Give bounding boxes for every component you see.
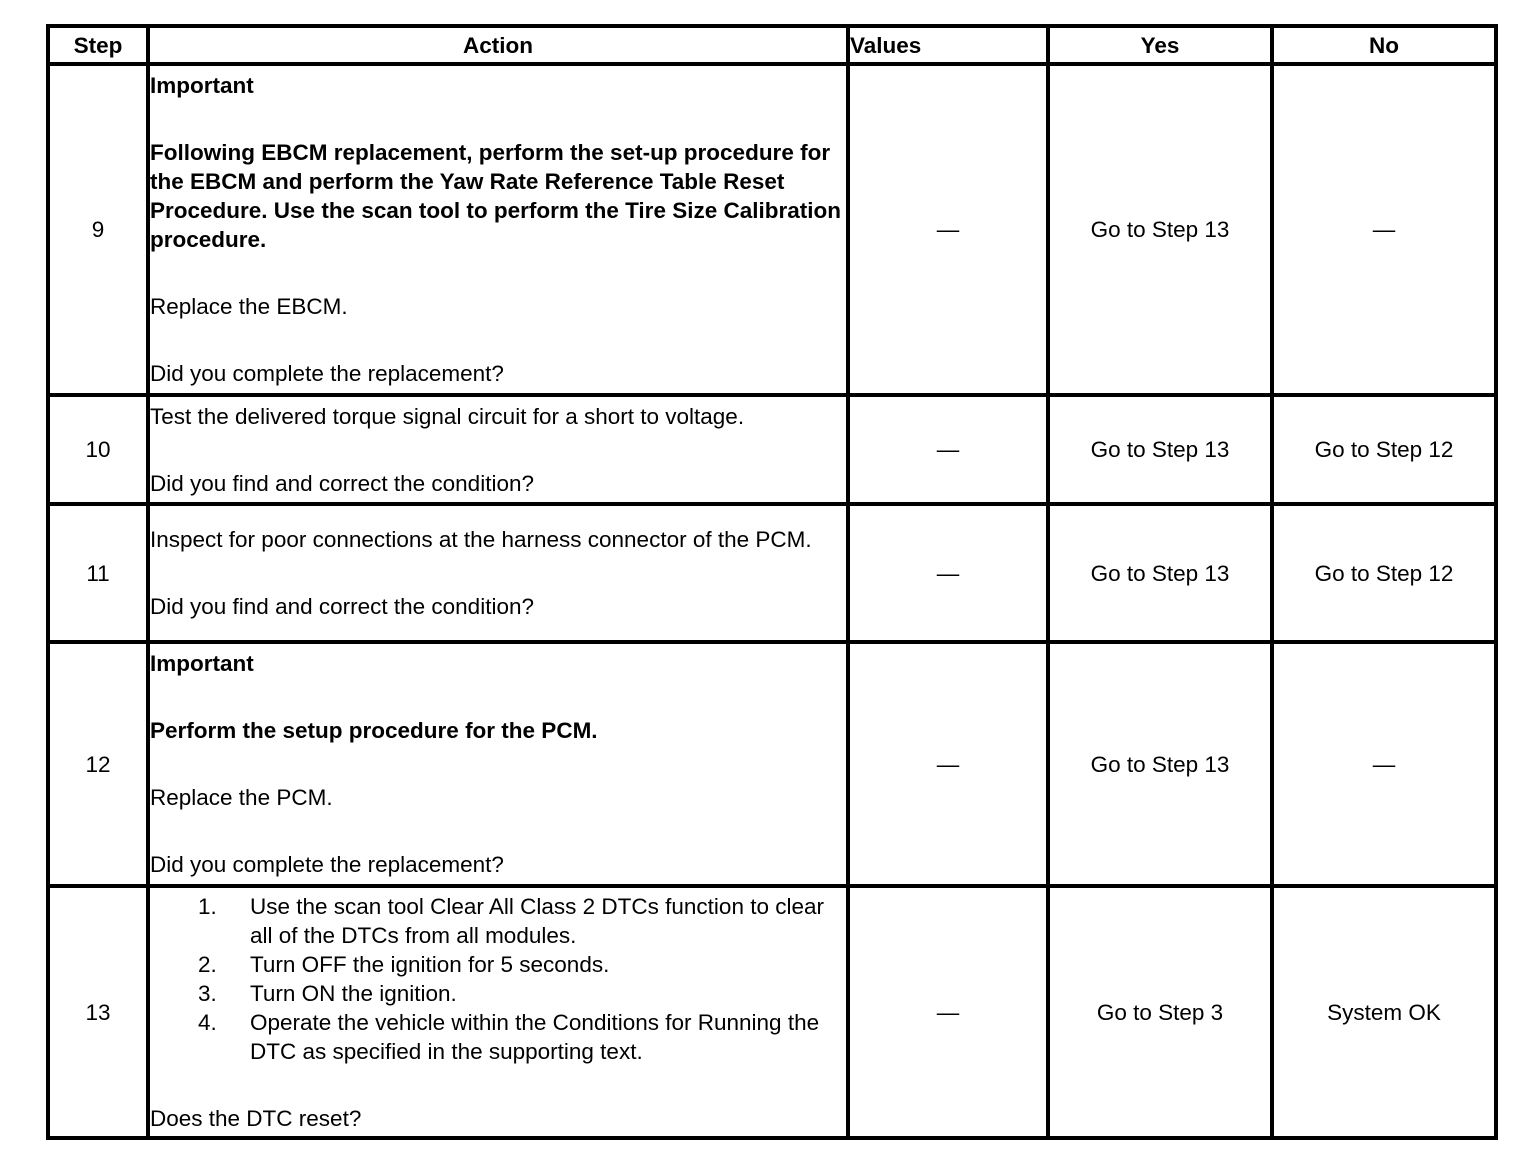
question-text: Does the DTC reset? (150, 1105, 362, 1131)
yes-cell: Go to Step 13 (1048, 395, 1272, 504)
list-item (150, 950, 846, 979)
values-cell: — (848, 504, 1048, 642)
header-values: Values (848, 26, 1048, 64)
question-text: Did you find and correct the condition? (150, 470, 534, 496)
step-number: 9 (48, 64, 148, 395)
list-text: Operate the vehicle within the Conditions for Running the DTC as specified in the supporting text. (250, 1009, 820, 1064)
instruction-text: Test the delivered torque signal circuit for a short to voltage. (150, 403, 745, 429)
instruction-text: Replace the PCM. (150, 785, 333, 810)
header-no: No (1272, 26, 1496, 64)
important-label: Important (150, 651, 254, 676)
yes-cell: Go to Step 13 (1048, 504, 1272, 642)
list-item (150, 892, 846, 950)
important-text: Following EBCM replacement, perform the set-up procedure for the EBCM and perform the Yaw Rate Reference Table Reset Procedure. Use the scan tool to perform the Tire Size Calibration procedure. (150, 140, 841, 252)
no-cell: Go to Step 12 (1272, 504, 1496, 642)
list-text: Use the scan tool Clear All Class 2 DTCs function to clear all of the DTCs from all modules. (250, 893, 824, 948)
question-text: Did you complete the replacement? (150, 361, 504, 386)
important-text: Perform the setup procedure for the PCM. (150, 718, 598, 743)
table-row (48, 395, 1496, 504)
values-cell: — (848, 886, 1048, 1138)
table-row (48, 642, 1496, 886)
important-label: Important (150, 73, 254, 98)
step-number: 12 (48, 642, 148, 886)
list-number: 3. (198, 980, 217, 1006)
values-cell: — (848, 395, 1048, 504)
yes-cell: Go to Step 3 (1048, 886, 1272, 1138)
table-row (48, 886, 1496, 1138)
list-number: 4. (198, 1009, 217, 1035)
procedure-list (150, 892, 846, 1066)
list-number: 2. (198, 951, 217, 977)
no-cell: — (1272, 642, 1496, 886)
header-row (48, 26, 1496, 64)
step-number: 13 (48, 886, 148, 1138)
table-row (48, 64, 1496, 395)
step-number: 10 (48, 395, 148, 504)
header-step: Step (48, 26, 148, 64)
list-item (150, 1008, 846, 1066)
no-cell: — (1272, 64, 1496, 395)
action-cell (148, 504, 848, 642)
action-cell (148, 886, 848, 1138)
no-cell: System OK (1272, 886, 1496, 1138)
yes-cell: Go to Step 13 (1048, 642, 1272, 886)
no-cell: Go to Step 12 (1272, 395, 1496, 504)
question-text: Did you complete the replacement? (150, 852, 504, 877)
header-action: Action (148, 26, 848, 64)
step-number: 11 (48, 504, 148, 642)
instruction-text: Inspect for poor connections at the harness connector of the PCM. (150, 527, 812, 552)
list-number: 1. (198, 893, 217, 919)
values-cell: — (848, 642, 1048, 886)
list-text: Turn ON the ignition. (250, 980, 457, 1006)
yes-cell: Go to Step 13 (1048, 64, 1272, 395)
action-cell (148, 395, 848, 504)
list-item (150, 979, 846, 1008)
action-cell (148, 642, 848, 886)
list-text: Turn OFF the ignition for 5 seconds. (250, 951, 610, 977)
values-cell: — (848, 64, 1048, 395)
question-text: Did you find and correct the condition? (150, 594, 534, 619)
header-yes: Yes (1048, 26, 1272, 64)
table-row (48, 504, 1496, 642)
action-cell (148, 64, 848, 395)
instruction-text: Replace the EBCM. (150, 294, 348, 319)
diagnostic-table (46, 24, 1498, 1140)
